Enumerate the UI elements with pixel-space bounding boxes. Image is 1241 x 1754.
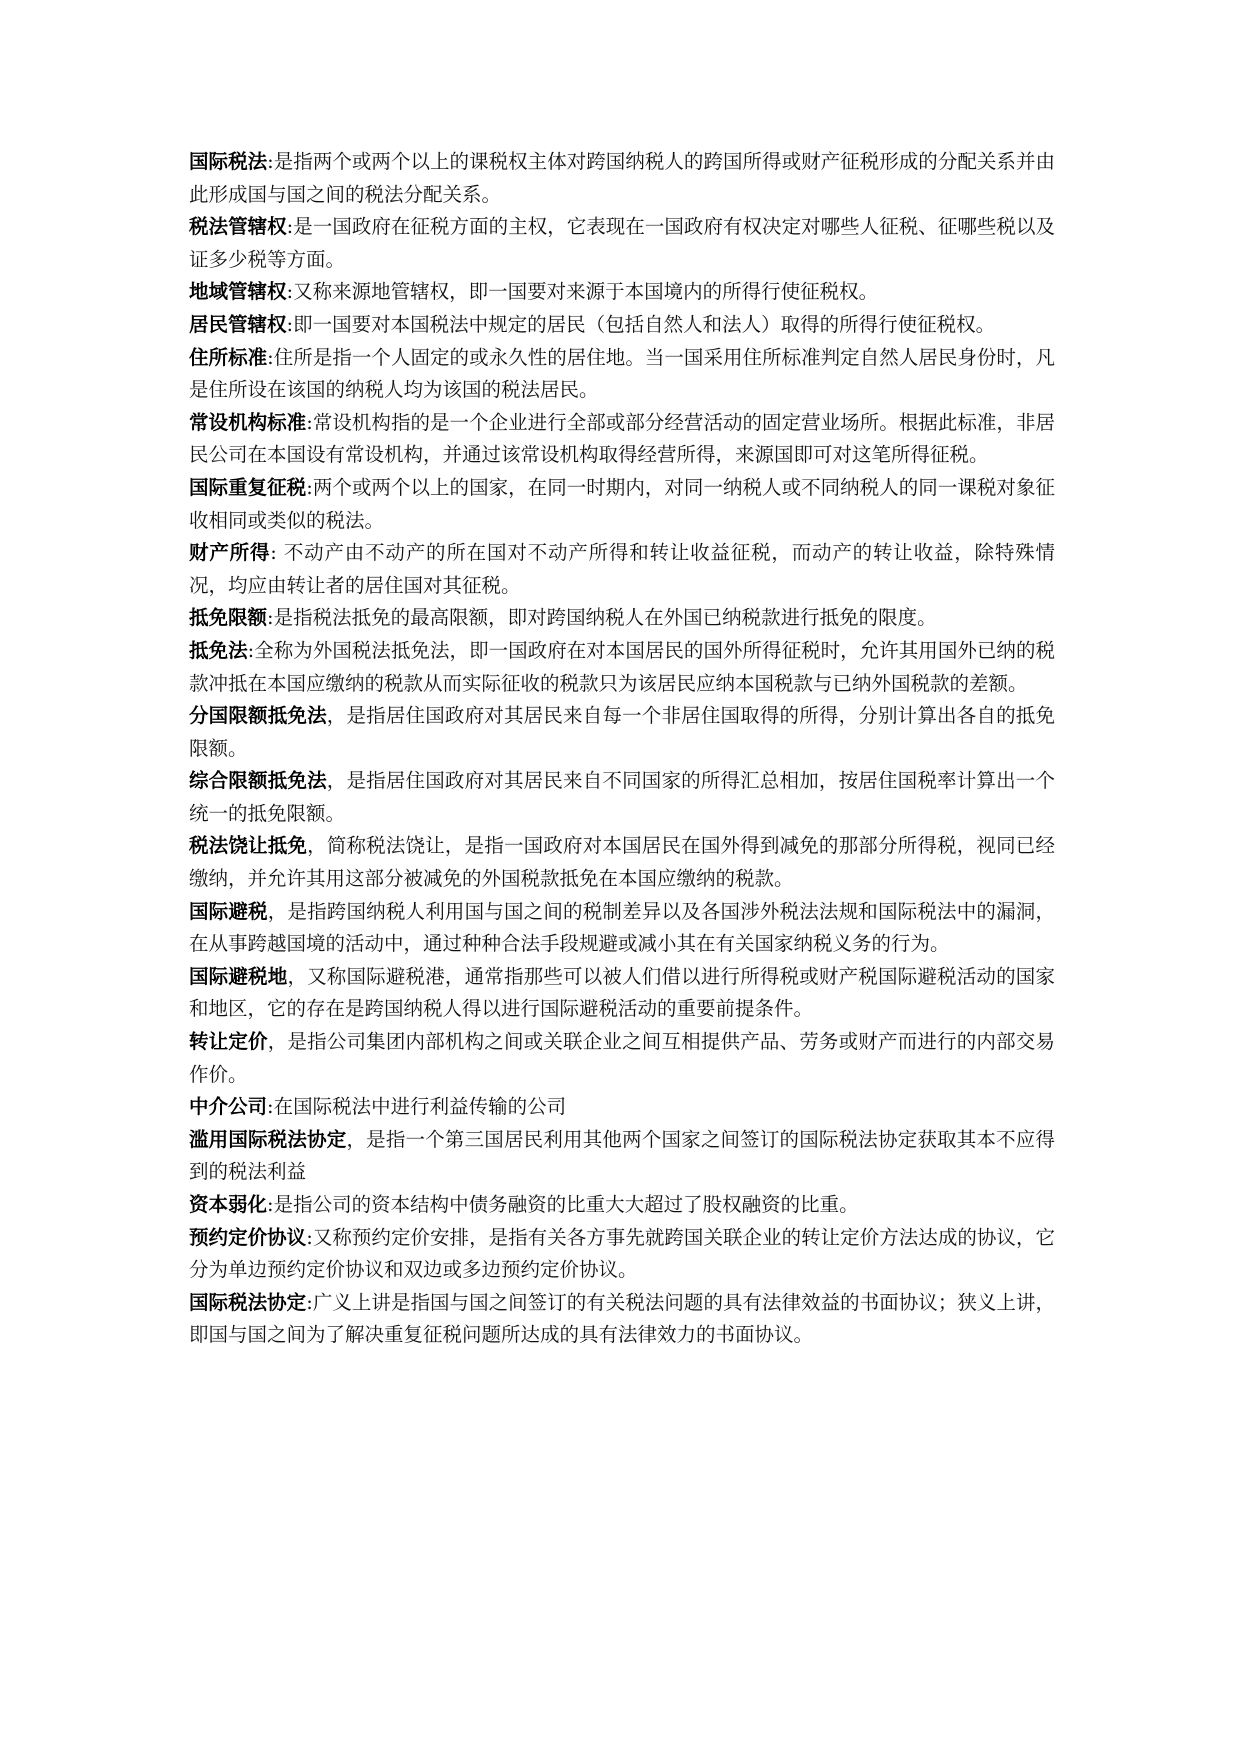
entry-term: 税法饶让抵免 <box>189 834 308 858</box>
entry-separator: : <box>286 280 294 304</box>
entry-separator: ， <box>307 834 327 858</box>
entry-term: 分国限额抵免法 <box>189 704 327 728</box>
entry-term: 住所标准 <box>189 345 268 369</box>
entry-term: 资本弱化 <box>189 1193 268 1216</box>
entry-definition: 广义上讲是指国与国之间签订的有关税法问题的具有法律效益的书面协议；狭义上讲，即国与国之间为了解决重复征税问题所达成的具有法律效力的书面协议。 <box>189 1290 1055 1347</box>
entry-definition: 不动产由不动产的所在国对不动产所得和转让收益征税，而动产的转让收益，除特殊情况，均应由转让者的居住国对其征税。 <box>189 541 1055 597</box>
entry-definition: 住所是指一个人固定的或永久性的居住地。当一国采用住所标准判定自然人居民身份时，凡是住所设在该国的纳税人均为该国的税法居民。 <box>189 345 1055 402</box>
entry-definition: 全称为外国税法抵免法，即一国政府在对本国居民的国外所得征税时，允许其用国外已纳的税款冲抵在本国应缴纳的税款从而实际征收的税款只为该居民应纳本国税款与已纳外国税款的差额。 <box>189 638 1055 695</box>
entry-definition: 简称税法饶让，是指一国政府对本国居民在国外得到减免的那部分所得税，视同已经缴纳，并允许其用这部分被减免的外国税款抵免在本国应缴纳的税款。 <box>189 834 1055 891</box>
entry-definition: 又称国际避税港，通常指那些可以被人们借以进行所得税或财产税国际避税活动的国家和地区，它的存在是跨国纳税人得以进行国际避税活动的重要前提条件。 <box>189 964 1055 1021</box>
glossary-entry <box>189 602 1055 635</box>
entry-term: 常设机构标准 <box>189 410 307 434</box>
glossary-entry <box>189 537 1055 602</box>
entry-definition: 是指居住国政府对其居民来自每一个非居住国取得的所得，分别计算出各自的抵免限额。 <box>189 704 1055 760</box>
glossary-entry <box>189 146 1055 211</box>
glossary-list <box>189 146 1055 1352</box>
entry-separator: : <box>267 1193 274 1216</box>
entry-separator: : <box>267 150 274 173</box>
entry-separator: : <box>306 475 313 499</box>
glossary-entry <box>189 961 1055 1026</box>
glossary-entry <box>189 342 1055 407</box>
entry-term: 国际重复征税 <box>189 475 307 499</box>
entry-definition: 又称预约定价安排，是指有关各方事先就跨国关联企业的转让定价方法达成的协议，它分为单边预约定价协议和双边或多边预约定价协议。 <box>189 1225 1055 1282</box>
glossary-entry <box>189 635 1055 700</box>
glossary-entry <box>189 1287 1055 1352</box>
entry-separator: ， <box>326 704 347 728</box>
entry-definition: 即一国要对本国税法中规定的居民（包括自然人和法人）取得的所得行使征税权。 <box>293 312 996 336</box>
entry-definition: 在国际税法中进行利益传输的公司 <box>273 1095 567 1119</box>
glossary-entry <box>189 830 1055 895</box>
entry-separator: : <box>306 410 313 434</box>
glossary-entry <box>189 1026 1055 1091</box>
entry-term: 国际避税 <box>189 899 268 923</box>
entry-separator: : <box>267 1095 274 1119</box>
entry-definition: 是指公司的资本结构中债务融资的比重大大超过了股权融资的比重。 <box>273 1193 859 1216</box>
entry-term: 税法管辖权 <box>189 215 287 239</box>
glossary-entry <box>189 472 1055 537</box>
glossary-entry <box>189 309 1055 342</box>
entry-definition: 两个或两个以上的国家，在同一时期内，对同一纳税人或不同纳税人的同一课税对象征收相同或类似的税法。 <box>189 475 1055 532</box>
entry-definition: 是指居住国政府对其居民来自不同国家的所得汇总相加，按居住国税率计算出一个统一的抵免限额。 <box>189 769 1055 825</box>
entry-term: 财产所得 <box>189 541 271 565</box>
glossary-entry <box>189 1222 1055 1287</box>
entry-definition: 是指两个或两个以上的课税权主体对跨国纳税人的跨国所得或财产征税形成的分配关系并由此形成国与国之间的税法分配关系。 <box>189 150 1055 206</box>
glossary-entry <box>189 896 1055 961</box>
entry-definition: 是指公司集团内部机构之间或关联企业之间互相提供产品、劳务或财产而进行的内部交易作价。 <box>189 1030 1055 1086</box>
entry-term: 抵免限额 <box>189 606 268 630</box>
glossary-entry <box>189 700 1055 765</box>
entry-separator: : <box>286 215 294 239</box>
entry-term: 综合限额抵免法 <box>189 769 327 793</box>
entry-term: 转让定价 <box>189 1030 268 1054</box>
entry-separator: ， <box>326 769 347 793</box>
glossary-entry <box>189 407 1055 472</box>
entry-term: 国际税法 <box>189 150 268 173</box>
entry-separator: ， <box>267 1030 288 1054</box>
entry-definition: 是指税法抵免的最高限额，即对跨国纳税人在外国已纳税款进行抵免的限度。 <box>273 606 937 630</box>
entry-definition: 是指跨国纳税人利用国与国之间的税制差异以及各国涉外税法法规和国际税法中的漏洞，在从事跨越国境的活动中，通过种种合法手段规避或减小其在有关国家纳税义务的行为。 <box>189 899 1055 956</box>
entry-term: 国际税法协定 <box>189 1290 307 1314</box>
glossary-entry <box>189 765 1055 830</box>
entry-separator: : <box>286 312 294 336</box>
entry-separator: : <box>306 1290 313 1314</box>
entry-definition: 是一国政府在征税方面的主权，它表现在一国政府有权决定对哪些人征税、征哪些税以及证多少税等方面。 <box>189 215 1055 271</box>
entry-definition: 又称来源地管辖权，即一国要对来源于本国境内的所得行使征税权。 <box>293 280 879 304</box>
glossary-entry <box>189 1189 1055 1222</box>
entry-separator: ， <box>346 1127 367 1151</box>
entry-term: 抵免法 <box>189 638 248 662</box>
entry-term: 中介公司 <box>189 1095 268 1119</box>
entry-term: 预约定价协议 <box>189 1225 307 1249</box>
entry-separator: : <box>267 606 274 630</box>
entry-term: 滥用国际税法协定 <box>189 1127 347 1151</box>
glossary-entry <box>189 1124 1055 1189</box>
entry-separator: : <box>267 345 274 369</box>
entry-separator: : <box>270 541 277 565</box>
entry-separator: : <box>247 638 255 662</box>
glossary-entry <box>189 211 1055 276</box>
entry-separator: : <box>306 1225 313 1249</box>
entry-separator: ， <box>267 899 288 923</box>
glossary-entry <box>189 276 1055 309</box>
entry-separator: ， <box>287 964 308 988</box>
glossary-entry <box>189 1091 1055 1124</box>
entry-term: 地域管辖权 <box>189 280 287 304</box>
entry-definition: 常设机构指的是一个企业进行全部或部分经营活动的固定营业场所。根据此标准，非居民公司在本国设有常设机构，并通过该常设机构取得经营所得，来源国即可对这笔所得征税。 <box>189 410 1055 467</box>
entry-definition: 是指一个第三国居民利用其他两个国家之间签订的国际税法协定获取其本不应得到的税法利益 <box>189 1127 1055 1184</box>
entry-term: 国际避税地 <box>189 964 288 988</box>
entry-term: 居民管辖权 <box>189 312 287 336</box>
